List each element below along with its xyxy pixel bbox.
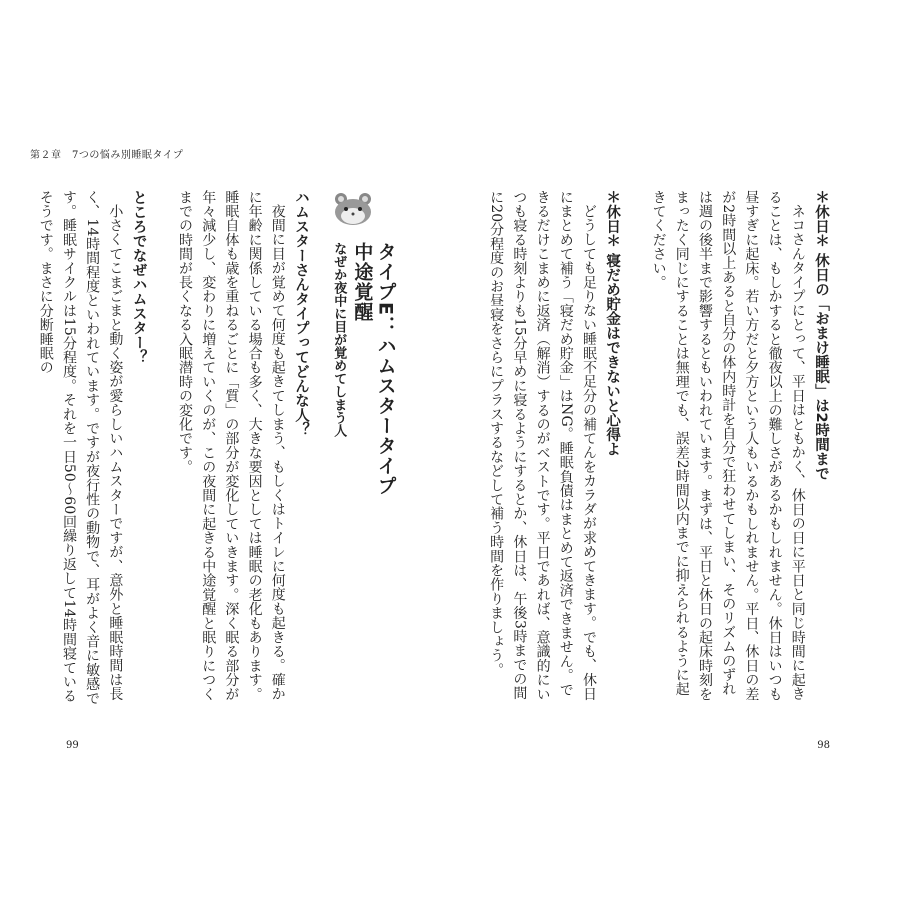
running-header: 第２章 7つの悩み別睡眠タイプ (30, 150, 184, 161)
section-heading: ところでなぜハムスター？ (130, 190, 147, 364)
page-title: タイプE：ハムスタータイプ 中途覚醒 (351, 242, 397, 516)
paragraph: 小さくてこまごまと動く姿が愛らしいハムスターですが、意外と睡眠時間は長く、14時間程度といわれています。ですが夜行性の動物で、耳がよく音に敏感です。睡眠サイクルは15分程度。それを一日50～60回繰り返して14時間寝ているそうです。まさに分断睡眠の (37, 190, 124, 706)
left-page-title-block (326, 242, 397, 522)
paragraph: どうしても足りない睡眠不足分の補てんをカラダが求めてきます。でも、休日にまとめて補う「寝だめ貯金」はNG。睡眠負債はまとめて返済できません。できるだけこまめに返済（解消）するのがベストです。平日であれば、意識的にいつも寝る時刻よりも15分早めに寝るようにするとか、休日は、午後3時までの間に20分程度のお昼寝をさらにプラスするなどして補う時間を作りましょう。 (488, 190, 597, 702)
page-number-right: 98 (817, 740, 830, 751)
section-heading: ＊休日＊ 休日の「おまけ睡眠」は2時間まで (813, 190, 829, 481)
page-subtitle: なぜか夜中に目が覚めてしまう人 (331, 242, 347, 437)
page-number-left: 99 (66, 740, 79, 751)
right-page-text (484, 190, 832, 710)
section-heading: ハムスターさんタイプってどんな人？ (293, 190, 309, 437)
section-heading: ＊休日＊ 寝だめ貯金はできないと心得よ (604, 190, 621, 457)
paragraph: ネコさんタイプにとって、平日はともかく、休日の日に平日と同じ時間に起きることは、もしかすると徹夜以上の難しさがあるかもしれません。休日はいつも昼すぎに起床。若い方だと夕方という人もいるかもしれません。平日、休日の差が2時間以上あると自分の体内時計を自分で狂わせてしまい、そのリズムのずれは週の後半まで影響するともいわれています。まずは、平日と休日の起床時刻をまったく同じにすることは無理でも、誤差2時間以内までに抑えられるように起きてください。 (650, 190, 806, 702)
left-page-text (37, 190, 312, 710)
hamster-icon (333, 192, 373, 230)
paragraph: 夜間に目が覚めて何度も起きてしまう、もしくはトイレに何度も起きる。確かに年齢に関係している場合も多く、大きな要因としては睡眠の老化もあります。睡眠自体も歳を重ねるごとに「質」の部分が変化していきます。深く眠る部分が年々減少し、変わりに増えていくのが、この夜間に起きる中途覚醒と眠りにつくまでの時間が長くなる入眠潜時の変化です。 (176, 190, 286, 702)
